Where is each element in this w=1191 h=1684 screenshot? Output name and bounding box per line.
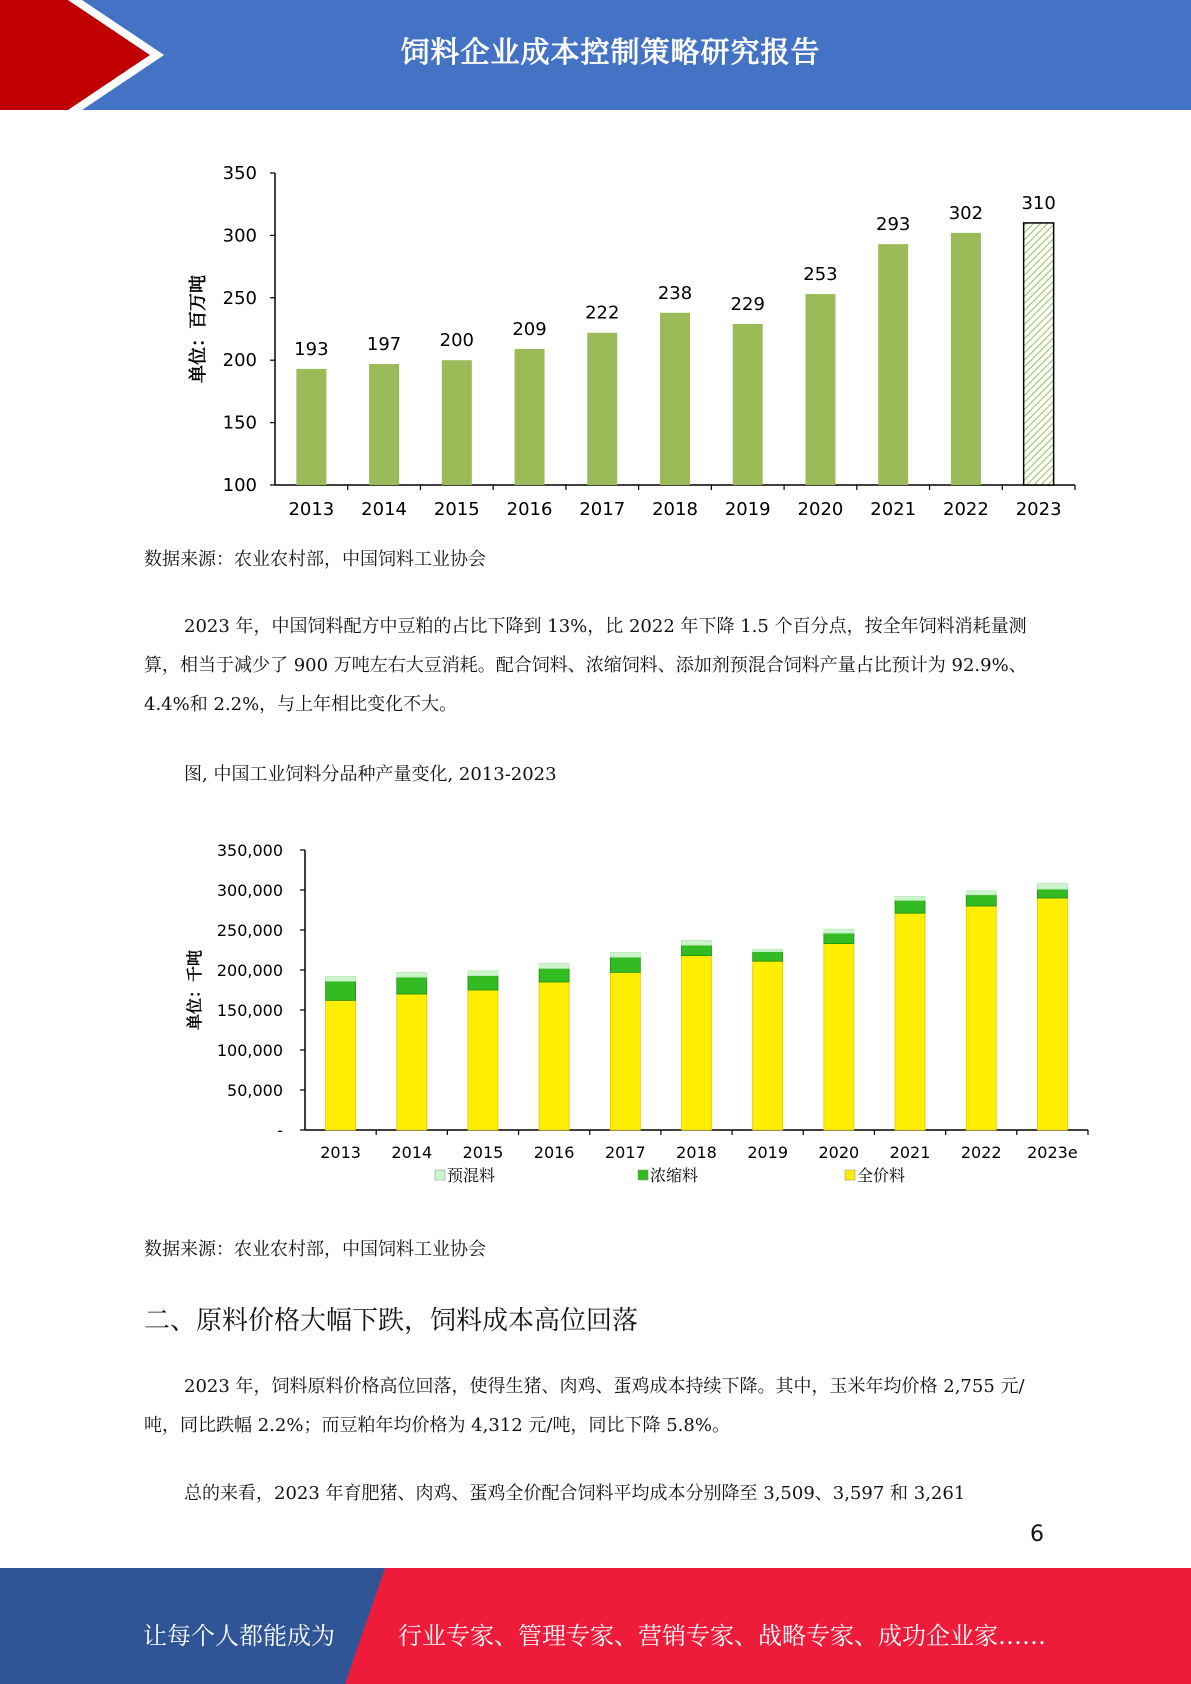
c1-x-tick-label-2022: 2022 <box>943 499 989 520</box>
c2-bar-2015-全价料 <box>468 990 498 1130</box>
c1-y-axis-title: 单位：百万吨 <box>188 275 209 383</box>
c1-bar-2015 <box>442 360 472 485</box>
c2-bar-2016-预混料 <box>539 964 569 969</box>
c2-x-tick-label-2021: 2021 <box>889 1143 931 1162</box>
c2-x-tick-label-2013: 2013 <box>320 1143 361 1162</box>
feed-by-type-stacked-chart <box>180 830 1100 1210</box>
c1-data-label-2022: 302 <box>948 202 984 224</box>
c1-bar-2020 <box>805 294 835 485</box>
header-title: 饲料企业成本控制策略研究报告 <box>400 35 821 69</box>
c2-bar-2015-浓缩料 <box>468 976 498 990</box>
c2-x-tick-label-2016: 2016 <box>533 1143 575 1162</box>
c2-y-tick-label: 250,000 <box>216 921 283 940</box>
c2-y-tick-label: 100,000 <box>216 1041 283 1060</box>
c2-bar-2022-浓缩料 <box>966 895 996 906</box>
c2-bar-2014-预混料 <box>397 972 427 977</box>
paragraph-soymeal: 2023 年，中国饲料配方中豆粕的占比下降到 13%，比 2022 年下降 1.5 个百分点，按全年饲料消耗量测算，相当于减少了 900 万吨左右大豆消耗。配合饲料、浓缩饲料、添加剂预混合饲料产量占比预计为 92.9%、4.4%和 2.2%，与上年相比变化不大。 <box>144 616 1027 715</box>
c2-bar-2013-预混料 <box>326 976 356 981</box>
chart2-source: 数据来源：农业农村部，中国饲料工业协会 <box>144 1239 486 1260</box>
c1-x-tick-label-2015: 2015 <box>433 499 480 520</box>
c1-data-label-2015: 200 <box>439 330 474 352</box>
c1-x-tick-label-2019: 2019 <box>724 499 771 520</box>
c2-bar-2022-预混料 <box>966 891 996 895</box>
c1-data-label-2014: 197 <box>366 333 402 355</box>
paragraph-costs: 总的来看，2023 年育肥猪、肉鸡、蛋鸡全价配合饲料平均成本分别降至 3,509、3,597 和 3,261 <box>184 1483 966 1504</box>
c2-bar-2017-浓缩料 <box>610 957 640 972</box>
c2-legend-label: 预混料 <box>447 1166 496 1185</box>
c2-x-tick-label-2019: 2019 <box>747 1143 789 1162</box>
c2-x-tick-label-2014: 2014 <box>391 1143 433 1162</box>
c2-y-tick-label: 300,000 <box>216 881 283 900</box>
c2-x-tick-label-2017: 2017 <box>604 1143 646 1162</box>
c2-bar-2016-浓缩料 <box>539 968 569 982</box>
c2-bar-2021-预混料 <box>895 896 925 900</box>
c1-bar-2021 <box>878 244 908 485</box>
c1-bar-2018 <box>660 313 690 485</box>
c2-bar-2018-预混料 <box>682 940 712 945</box>
c2-y-tick-label: 50,000 <box>227 1081 283 1100</box>
c2-bar-2013-浓缩料 <box>326 981 356 1000</box>
c2-bar-2017-预混料 <box>610 952 640 957</box>
c2-y-tick-label: 350,000 <box>216 841 283 860</box>
c1-data-label-2023: 310 <box>1021 192 1056 214</box>
c2-y-tick-label: 200,000 <box>216 961 283 980</box>
c1-data-label-2013: 193 <box>294 338 329 360</box>
c2-bar-2020-预混料 <box>824 929 854 933</box>
c1-y-tick-label: 250 <box>222 287 257 309</box>
c1-data-label-2016: 209 <box>512 318 547 340</box>
c1-bar-2013 <box>296 369 326 485</box>
c2-bar-2020-全价料 <box>824 944 854 1130</box>
feed-output-bar-chart <box>180 150 1080 530</box>
c2-y-tick-label: 150,000 <box>216 1001 283 1020</box>
c1-x-tick-label-2016: 2016 <box>506 499 553 520</box>
c1-bar-2017 <box>587 333 617 485</box>
c2-bar-2023e-预混料 <box>1037 884 1067 890</box>
c1-x-tick-label-2014: 2014 <box>361 499 407 520</box>
c1-bar-2019 <box>733 324 763 485</box>
c1-bar-2023 <box>1024 223 1054 485</box>
c2-bar-2019-浓缩料 <box>753 952 783 962</box>
c2-legend-swatch <box>845 1170 855 1180</box>
c1-x-tick-label-2013: 2013 <box>288 499 335 520</box>
c2-x-tick-label-2018: 2018 <box>676 1143 717 1162</box>
c2-bar-2014-浓缩料 <box>397 977 427 994</box>
c2-bar-2017-全价料 <box>610 972 640 1130</box>
footer-slogan-right: 行业专家、管理专家、营销专家、战略专家、成功企业家…… <box>398 1622 1046 1650</box>
c2-bar-2013-全价料 <box>326 1000 356 1130</box>
c2-bar-2014-全价料 <box>397 994 427 1130</box>
c2-x-tick-label-2023e: 2023e <box>1027 1143 1078 1162</box>
c2-bar-2018-全价料 <box>682 956 712 1130</box>
c1-x-tick-label-2021: 2021 <box>870 499 917 520</box>
page-footer <box>0 1568 1191 1684</box>
c2-bar-2019-全价料 <box>753 961 783 1130</box>
c1-y-tick-label: 150 <box>222 412 257 434</box>
c1-x-tick-label-2018: 2018 <box>652 499 698 520</box>
c1-data-label-2018: 238 <box>657 282 693 304</box>
c2-bar-2016-全价料 <box>539 982 569 1130</box>
footer-slogan-left: 让每个人都能成为 <box>143 1622 335 1650</box>
c2-bar-2023e-全价料 <box>1037 898 1067 1130</box>
c2-legend-swatch <box>435 1170 445 1180</box>
c2-legend-label: 全价料 <box>857 1166 906 1185</box>
chart1-source: 数据来源：农业农村部，中国饲料工业协会 <box>144 549 486 570</box>
c2-bar-2018-浓缩料 <box>682 945 712 955</box>
chart2-caption: 图, 中国工业饲料分品种产量变化, 2013-2023 <box>184 764 557 785</box>
c2-y-tick-label: - <box>277 1121 283 1140</box>
c1-y-tick-label: 200 <box>222 350 257 372</box>
paragraph-prices: 2023 年，饲料原料价格高位回落，使得生猪、肉鸡、蛋鸡成本持续下降。其中，玉米年均价格 2,755 元/吨，同比跌幅 2.2%；而豆粕年均价格为 4,312 元/吨，同比下降 5.8%。 <box>144 1376 1025 1436</box>
c2-y-axis-title: 单位：千吨 <box>185 949 204 1031</box>
c2-x-tick-label-2015: 2015 <box>462 1143 504 1162</box>
c2-legend-swatch <box>638 1170 648 1180</box>
c1-data-label-2017: 222 <box>585 302 620 324</box>
c1-data-label-2020: 253 <box>803 264 838 286</box>
c1-x-tick-label-2023: 2023 <box>1015 499 1062 520</box>
page-header <box>0 0 1191 110</box>
c2-bar-2019-预混料 <box>753 949 783 951</box>
c1-bar-2022 <box>951 233 981 485</box>
section-title: 二、原料价格大幅下跌，饲料成本高位回落 <box>144 1306 639 1336</box>
c2-bar-2022-全价料 <box>966 906 996 1130</box>
c1-x-tick-label-2017: 2017 <box>579 499 626 520</box>
c2-x-tick-label-2022: 2022 <box>960 1143 1002 1162</box>
c2-x-tick-label-2020: 2020 <box>818 1143 860 1162</box>
c2-bar-2015-预混料 <box>468 971 498 976</box>
c1-y-tick-label: 100 <box>222 475 257 496</box>
c1-data-label-2021: 293 <box>876 214 911 236</box>
c1-y-tick-label: 350 <box>222 163 257 184</box>
c2-bar-2020-浓缩料 <box>824 933 854 943</box>
c1-bar-2016 <box>515 349 545 485</box>
c2-bar-2021-全价料 <box>895 913 925 1130</box>
c1-y-tick-label: 300 <box>222 225 257 247</box>
c2-legend-label: 浓缩料 <box>650 1166 699 1185</box>
page-number: 6 <box>1030 1522 1044 1547</box>
c2-bar-2021-浓缩料 <box>895 900 925 913</box>
c2-bar-2023e-浓缩料 <box>1037 889 1067 898</box>
c1-bar-2014 <box>369 364 399 485</box>
c1-data-label-2019: 229 <box>730 294 765 316</box>
c1-x-tick-label-2020: 2020 <box>797 499 844 520</box>
